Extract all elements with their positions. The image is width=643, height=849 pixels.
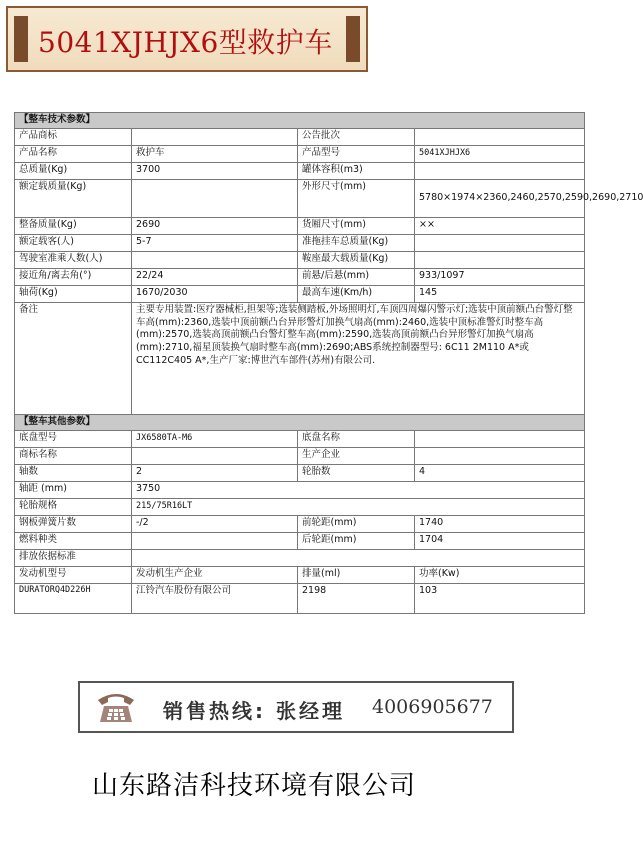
cell-value [415,128,585,145]
cell-label: 排量(ml) [298,566,415,583]
cell-value: 933/1097 [415,268,585,285]
cell-value [132,128,298,145]
table-row [15,179,585,217]
banner-right-ornament [346,16,360,62]
cell-value: 1740 [415,515,585,532]
hotline-label: 销售热线: 张经理 [163,699,345,723]
cell-label: 产品名称 [15,145,132,162]
cell-label: 商标名称 [15,447,132,464]
cell-value: 5-7 [132,234,298,251]
table-row [15,162,585,179]
cell-label: 轮胎规格 [15,498,132,515]
cell-value: 3700 [132,162,298,179]
cell-label: 前轮距(mm) [298,515,415,532]
cell-label: 轮胎数 [298,464,415,481]
cell-label: 轴距 (mm) [15,481,132,498]
table-row [15,430,585,447]
table-row [15,532,585,549]
table-row [15,234,585,251]
section-header-other: 【整车其他参数】 [15,414,585,430]
cell-label: 鞍座最大载质量(Kg) [298,251,415,268]
cell-label: 产品商标 [15,128,132,145]
cell-value: 3750 [132,481,585,498]
cell-label: 接近角/离去角(°) [15,268,132,285]
cell-label: 最高车速(Km/h) [298,285,415,302]
cell-value [132,179,298,217]
cell-value: DURATORQ4D226H [15,583,132,613]
table-row [15,549,585,566]
company-name: 山东路洁科技环境有限公司 [92,771,417,801]
cell-label: 公告批次 [298,128,415,145]
table-row [15,128,585,145]
section-header-tech: 【整车技术参数】 [15,113,585,129]
cell-label: 产品型号 [298,145,415,162]
cell-value [415,251,585,268]
table-row [15,481,585,498]
cell-value [415,430,585,447]
cell-label: 整备质量(Kg) [15,217,132,234]
table-row [15,583,585,613]
cell-value [415,447,585,464]
telephone-icon [94,688,138,726]
table-row [15,515,585,532]
cell-label: 额定载质量(Kg) [15,179,132,217]
cell-value: 145 [415,285,585,302]
cell-value [132,532,298,549]
cell-label: 货厢尺寸(mm) [298,217,415,234]
table-row [15,145,585,162]
cell-label: 罐体容积(m3) [298,162,415,179]
remark-label: 备注 [15,302,132,414]
cell-label: 后轮距(mm) [298,532,415,549]
cell-value [132,447,298,464]
cell-label: 外形尺寸(mm) [298,179,415,217]
cell-value: 103 [415,583,585,613]
cell-label: 发动机生产企业 [132,566,298,583]
cell-label: 总质量(Kg) [15,162,132,179]
cell-value [132,251,298,268]
remark-text: 主要专用装置:医疗器械柜,担架等;选装侧踏板,外场照明灯,车顶四周爆闪警示灯;选装中顶前额凸台警灯整车高(mm):2360,选装中顶前额凸台异形警灯加换气扇高(mm):2460,选装中顶标准警灯时整车高(mm):2570,选装高顶前额凸台警灯整车高(mm):2590,选装高顶前额凸台异形警灯加换气扇高(mm):2710,福星顶装换气扇时整车高(mm):2690;ABS系统控制器型号: 6C11 2M110 A*或CC112C405 A*,生产厂家:博世汽车部件(苏州)有限公司. [132,302,585,414]
cell-value: ×× [415,217,585,234]
table-row [15,217,585,234]
cell-label: 底盘名称 [298,430,415,447]
cell-label: 生产企业 [298,447,415,464]
table-row [15,251,585,268]
table-row [15,566,585,583]
cell-value: 22/24 [132,268,298,285]
cell-value: 215/75R16LT [132,498,585,515]
cell-label: 驾驶室准乘人数(人) [15,251,132,268]
cell-value: 江铃汽车股份有限公司 [132,583,298,613]
cell-label: 底盘型号 [15,430,132,447]
table-row [15,498,585,515]
cell-label: 轴数 [15,464,132,481]
cell-label: 钢板弹簧片数 [15,515,132,532]
table-row [15,268,585,285]
section-header-row [15,414,585,430]
table-row [15,285,585,302]
cell-value [132,549,585,566]
cell-value: 救护车 [132,145,298,162]
section-header-row [15,113,585,129]
cell-value [415,162,585,179]
page-title: 5041XJHJX6型救护车 [38,26,333,59]
cell-value: 5780×1974×2360,2460,2570,2590,2690,2710 [415,179,585,217]
cell-label: 发动机型号 [15,566,132,583]
table-row [15,464,585,481]
cell-value: 1670/2030 [132,285,298,302]
sales-hotline-box [78,681,514,733]
hotline-number: 4006905677 [372,696,493,718]
cell-label: 燃料种类 [15,532,132,549]
remark-row [15,302,585,414]
cell-value: 2690 [132,217,298,234]
spec-table [14,112,643,614]
cell-value: 1704 [415,532,585,549]
table-row [15,447,585,464]
cell-value: 2198 [298,583,415,613]
cell-value [415,234,585,251]
title-banner [6,6,368,72]
banner-left-ornament [14,16,28,62]
cell-value: 5041XJHJX6 [415,145,585,162]
cell-label: 额定载客(人) [15,234,132,251]
cell-value: -/2 [132,515,298,532]
cell-label: 前悬/后悬(mm) [298,268,415,285]
cell-label: 功率(Kw) [415,566,585,583]
cell-value: 2 [132,464,298,481]
cell-value: 4 [415,464,585,481]
cell-label: 准拖挂车总质量(Kg) [298,234,415,251]
cell-value: JX6580TA-M6 [132,430,298,447]
cell-label: 排放依据标准 [15,549,132,566]
cell-label: 轴荷(Kg) [15,285,132,302]
